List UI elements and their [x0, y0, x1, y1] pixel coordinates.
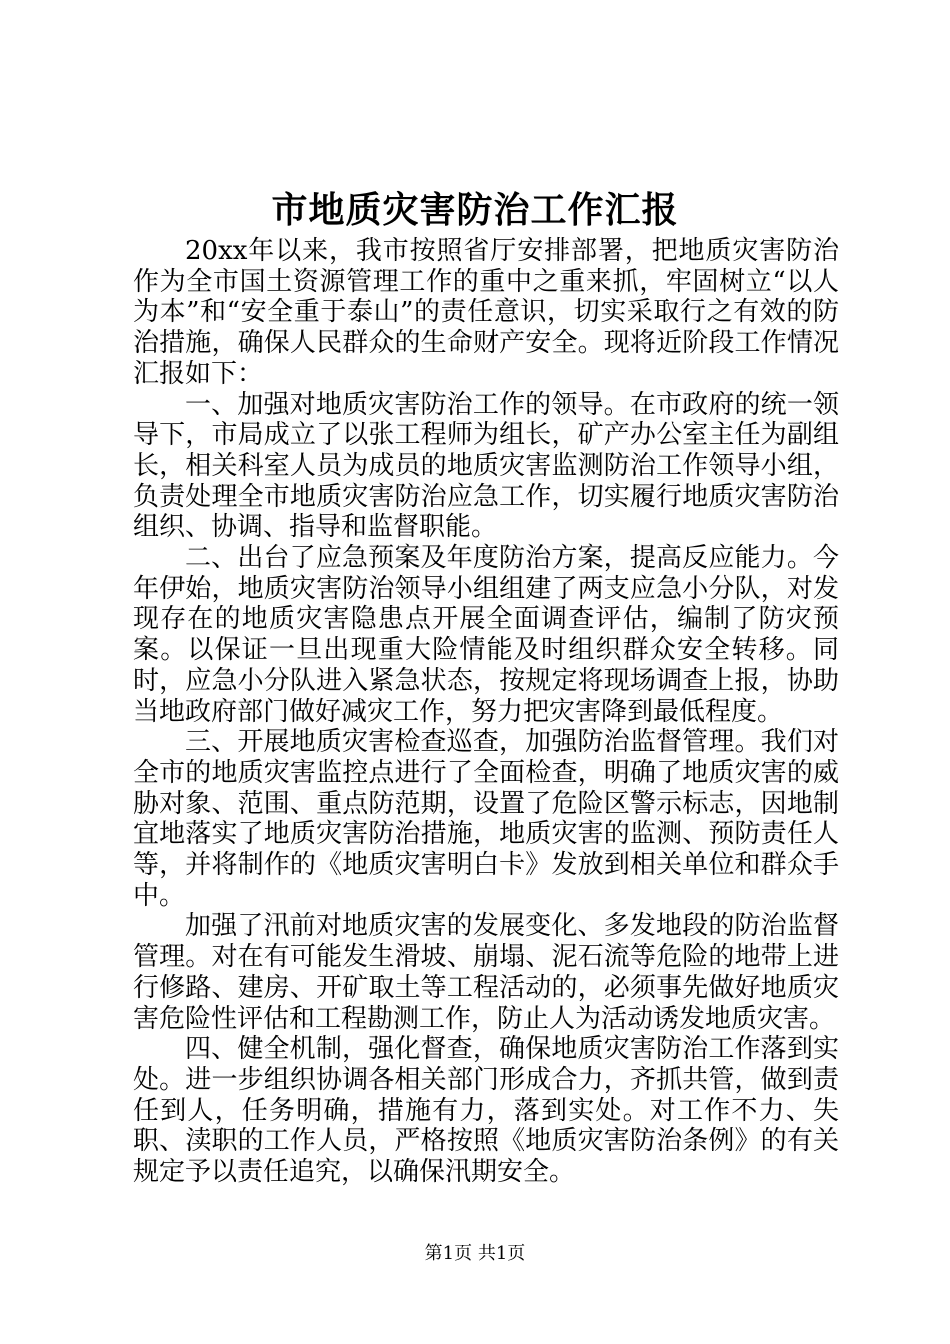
page-footer: 第1页 共1页 — [424, 1243, 526, 1264]
paragraph-intro: 20xx年以来，我市按照省厅安排部署，把地质灾害防治作为全市国土资源管理工作的重中之重来抓，牢固树立“以人为本”和“安全重于泰山”的责任意识，切实采取行之有效的防治措施，确保人民群众的生命财产安全。现将近阶段工作情况汇报如下： — [133, 236, 839, 389]
document-title: 市地质灾害防治工作汇报 — [271, 189, 679, 231]
paragraph-section-3-extra: 加强了汛前对地质灾害的发展变化、多发地段的防治监督管理。对在有可能发生滑坡、崩塌、泥石流等危险的地带上进行修路、建房、开矿取土等工程活动的，必须事先做好地质灾害危险性评估和工程勘测工作，防止人为活动诱发地质灾害。 — [133, 911, 839, 1034]
paragraph-section-1: 一、加强对地质灾害防治工作的领导。在市政府的统一领导下，市局成立了以张工程师为组长，矿产办公室主任为副组长，相关科室人员为成员的地质灾害监测防治工作领导小组，负责处理全市地质灾害防治应急工作，切实履行地质灾害防治组织、协调、指导和监督职能。 — [133, 389, 839, 543]
paragraph-section-4: 四、健全机制，强化督查，确保地质灾害防治工作落到实处。进一步组织协调各相关部门形成合力，齐抓共管，做到责任到人，任务明确，措施有力，落到实处。对工作不力、失职、渎职的工作人员，严格按照《地质灾害防治条例》的有关规定予以责任追究，以确保汛期安全。 — [133, 1034, 839, 1188]
paragraph-section-3: 三、开展地质灾害检查巡查，加强防治监督管理。我们对全市的地质灾害监控点进行了全面检查，明确了地质灾害的威胁对象、范围、重点防范期，设置了危险区警示标志，因地制宜地落实了地质灾害防治措施，地质灾害的监测、预防责任人等，并将制作的《地质灾害明白卡》发放到相关单位和群众手中。 — [133, 727, 839, 911]
paragraph-section-2: 二、出台了应急预案及年度防治方案，提高反应能力。今年伊始，地质灾害防治领导小组组建了两支应急小分队，对发现存在的地质灾害隐患点开展全面调查评估，编制了防灾预案。以保证一旦出现重大险情能及时组织群众安全转移。同时，应急小分队进入紧急状态，按规定将现场调查上报，协助当地政府部门做好减灾工作，努力把灾害降到最低程度。 — [133, 543, 839, 727]
document-body — [133, 236, 839, 1188]
